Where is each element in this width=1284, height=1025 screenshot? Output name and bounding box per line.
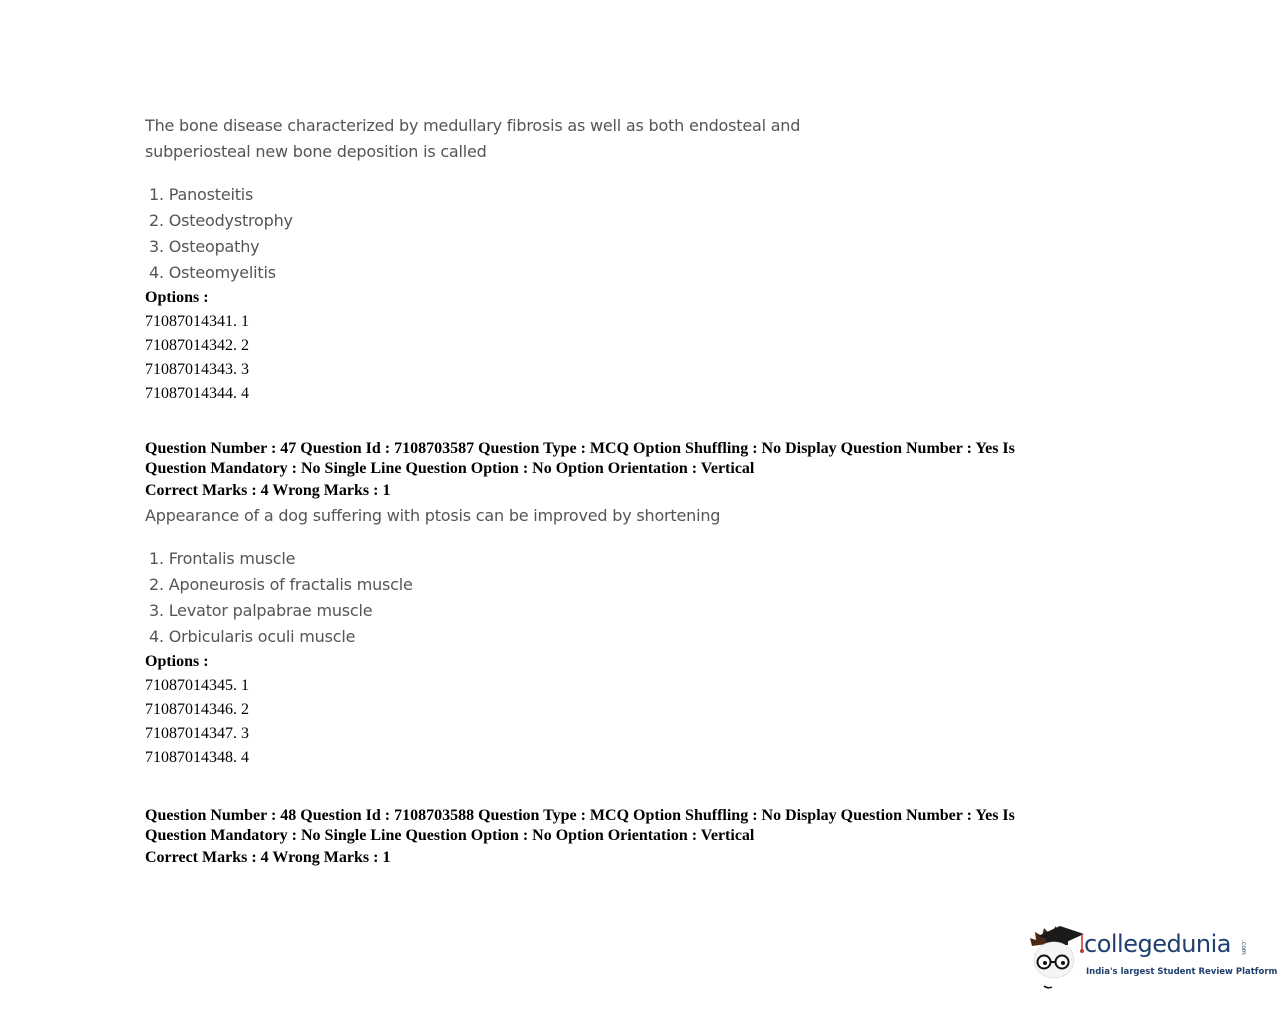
option-id-row: 71087014345. 1 <box>145 677 249 694</box>
answer-choices <box>145 546 1090 650</box>
options-label: Options : <box>145 653 209 670</box>
logo-tagline: India's largest Student Review Platform <box>1086 967 1278 977</box>
graduate-mascot-icon <box>1026 920 1086 990</box>
question-meta: Question Number : 47 Question Id : 7108703587 Question Type : MCQ Option Shuffling : No Display Question Number : Yes Is Question Mandatory : No Single Line Question Option : No Option Orientation : Vertical <box>145 440 1015 477</box>
question-block-46 <box>145 113 800 406</box>
logo-domain-suffix: .com <box>1240 940 1247 955</box>
question-text: The bone disease characterized by medullary fibrosis as well as both endosteal and subperiosteal new bone deposition is called <box>145 116 801 161</box>
options-label: Options : <box>145 289 209 306</box>
choice-item: 2. Aponeurosis of fractalis muscle <box>149 575 413 594</box>
choice-item: 4. Orbicularis oculi muscle <box>149 627 356 646</box>
choice-item: 3. Levator palpabrae muscle <box>149 601 373 620</box>
option-id-row: 71087014346. 2 <box>145 701 249 718</box>
choice-item: 1. Frontalis muscle <box>149 549 296 568</box>
answer-choices <box>145 182 800 286</box>
choice-item: 4. Osteomyelitis <box>149 263 276 282</box>
choice-item: 3. Osteopathy <box>149 237 260 256</box>
option-id-row: 71087014344. 4 <box>145 385 249 402</box>
question-block-48 <box>145 806 1090 870</box>
option-id-row: 71087014343. 3 <box>145 361 249 378</box>
question-meta: Question Number : 48 Question Id : 7108703588 Question Type : MCQ Option Shuffling : No Display Question Number : Yes Is Question Mandatory : No Single Line Question Option : No Option Orientation : Vertical <box>145 807 1015 844</box>
option-id-row: 71087014341. 1 <box>145 313 249 330</box>
marks-line: Correct Marks : 4 Wrong Marks : 1 <box>145 849 391 866</box>
choice-item: 1. Panosteitis <box>149 185 254 204</box>
option-id-row: 71087014347. 3 <box>145 725 249 742</box>
marks-line: Correct Marks : 4 Wrong Marks : 1 <box>145 482 391 499</box>
collegedunia-logo[interactable] <box>1026 920 1278 990</box>
option-id-row: 71087014348. 4 <box>145 749 249 766</box>
logo-wordmark: collegedunia <box>1084 930 1232 958</box>
question-text: Appearance of a dog suffering with ptosis can be improved by shortening <box>145 506 721 525</box>
option-id-row: 71087014342. 2 <box>145 337 249 354</box>
question-block-47 <box>145 439 1090 770</box>
choice-item: 2. Osteodystrophy <box>149 211 293 230</box>
